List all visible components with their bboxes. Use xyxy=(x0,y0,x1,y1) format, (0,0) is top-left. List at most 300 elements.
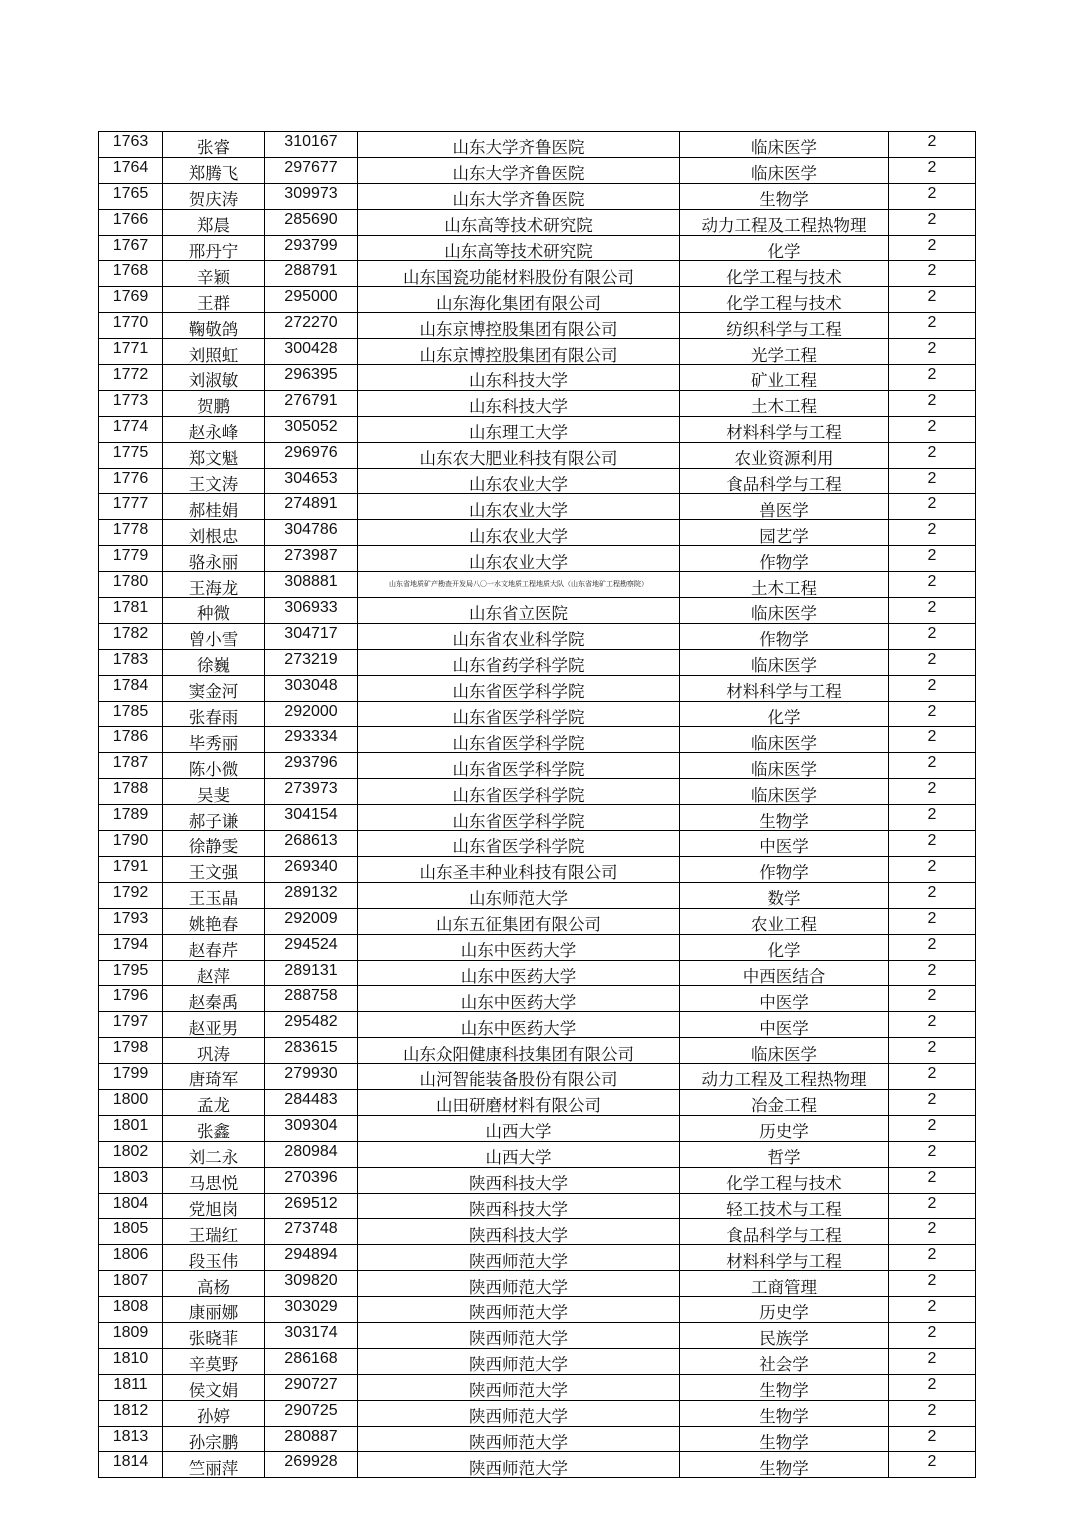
table-row xyxy=(99,1167,976,1193)
name-cell: 骆永丽 xyxy=(163,546,265,572)
seq-cell: 1789 xyxy=(99,805,163,831)
table-row xyxy=(99,1038,976,1064)
grade-cell: 2 xyxy=(889,753,976,779)
id-cell: 303029 xyxy=(265,1297,358,1323)
name-cell: 辛颖 xyxy=(163,261,265,287)
id-cell: 303048 xyxy=(265,675,358,701)
grade-cell: 2 xyxy=(889,1012,976,1038)
name-cell: 毕秀丽 xyxy=(163,727,265,753)
grade-cell: 2 xyxy=(889,1271,976,1297)
seq-cell: 1773 xyxy=(99,390,163,416)
seq-cell: 1782 xyxy=(99,623,163,649)
institution-cell: 山东大学齐鲁医院 xyxy=(358,157,680,183)
discipline-cell: 化学 xyxy=(680,701,889,727)
discipline-cell: 园艺学 xyxy=(680,520,889,546)
grade-cell: 2 xyxy=(889,675,976,701)
discipline-cell: 农业工程 xyxy=(680,908,889,934)
table-row xyxy=(99,442,976,468)
institution-cell: 山东高等技术研究院 xyxy=(358,235,680,261)
grade-cell: 2 xyxy=(889,1193,976,1219)
table-row xyxy=(99,1426,976,1452)
name-cell: 郑腾飞 xyxy=(163,157,265,183)
name-cell: 张春雨 xyxy=(163,701,265,727)
grade-cell: 2 xyxy=(889,1374,976,1400)
grade-cell: 2 xyxy=(889,856,976,882)
table-row xyxy=(99,546,976,572)
discipline-cell: 临床医学 xyxy=(680,753,889,779)
id-cell: 294524 xyxy=(265,934,358,960)
institution-cell: 山河智能装备股份有限公司 xyxy=(358,1064,680,1090)
table-row xyxy=(99,649,976,675)
name-cell: 张晓菲 xyxy=(163,1322,265,1348)
discipline-cell: 纺织科学与工程 xyxy=(680,313,889,339)
institution-cell: 山东圣丰种业科技有限公司 xyxy=(358,856,680,882)
id-cell: 296976 xyxy=(265,442,358,468)
table-row xyxy=(99,313,976,339)
institution-cell: 山东海化集团有限公司 xyxy=(358,287,680,313)
name-cell: 姚艳春 xyxy=(163,908,265,934)
grade-cell: 2 xyxy=(889,546,976,572)
table-row xyxy=(99,1141,976,1167)
discipline-cell: 兽医学 xyxy=(680,494,889,520)
grade-cell: 2 xyxy=(889,1452,976,1478)
discipline-cell: 临床医学 xyxy=(680,598,889,624)
institution-cell: 山西大学 xyxy=(358,1115,680,1141)
seq-cell: 1772 xyxy=(99,365,163,391)
table-row xyxy=(99,209,976,235)
institution-cell: 陕西师范大学 xyxy=(358,1271,680,1297)
seq-cell: 1774 xyxy=(99,416,163,442)
discipline-cell: 轻工技术与工程 xyxy=(680,1193,889,1219)
name-cell: 唐琦军 xyxy=(163,1064,265,1090)
discipline-cell: 历史学 xyxy=(680,1297,889,1323)
grade-cell: 2 xyxy=(889,1400,976,1426)
grade-cell: 2 xyxy=(889,805,976,831)
table-row xyxy=(99,1297,976,1323)
discipline-cell: 临床医学 xyxy=(680,132,889,158)
table-row xyxy=(99,132,976,158)
institution-cell: 山东省药学科学院 xyxy=(358,649,680,675)
seq-cell: 1814 xyxy=(99,1452,163,1478)
institution-cell: 山东农业大学 xyxy=(358,468,680,494)
discipline-cell: 哲学 xyxy=(680,1141,889,1167)
institution-cell: 山东省医学科学院 xyxy=(358,753,680,779)
id-cell: 269512 xyxy=(265,1193,358,1219)
institution-cell: 陕西科技大学 xyxy=(358,1193,680,1219)
table-row xyxy=(99,598,976,624)
seq-cell: 1794 xyxy=(99,934,163,960)
discipline-cell: 数学 xyxy=(680,882,889,908)
id-cell: 304786 xyxy=(265,520,358,546)
discipline-cell: 临床医学 xyxy=(680,1038,889,1064)
name-cell: 王文强 xyxy=(163,856,265,882)
seq-cell: 1797 xyxy=(99,1012,163,1038)
discipline-cell: 化学工程与技术 xyxy=(680,1167,889,1193)
grade-cell: 2 xyxy=(889,313,976,339)
institution-cell: 陕西科技大学 xyxy=(358,1167,680,1193)
table-row xyxy=(99,365,976,391)
institution-cell: 山东省医学科学院 xyxy=(358,805,680,831)
discipline-cell: 临床医学 xyxy=(680,727,889,753)
name-cell: 马思悦 xyxy=(163,1167,265,1193)
grade-cell: 2 xyxy=(889,209,976,235)
discipline-cell: 光学工程 xyxy=(680,339,889,365)
discipline-cell: 食品科学与工程 xyxy=(680,468,889,494)
name-cell: 郝桂娟 xyxy=(163,494,265,520)
table-row xyxy=(99,183,976,209)
institution-cell: 山东科技大学 xyxy=(358,390,680,416)
institution-cell: 山东五征集团有限公司 xyxy=(358,908,680,934)
table-row xyxy=(99,494,976,520)
id-cell: 273987 xyxy=(265,546,358,572)
name-cell: 王瑞红 xyxy=(163,1219,265,1245)
name-cell: 刘照虹 xyxy=(163,339,265,365)
name-cell: 刘二永 xyxy=(163,1141,265,1167)
discipline-cell: 中西医结合 xyxy=(680,960,889,986)
grade-cell: 2 xyxy=(889,908,976,934)
id-cell: 310167 xyxy=(265,132,358,158)
discipline-cell: 中医学 xyxy=(680,986,889,1012)
grade-cell: 2 xyxy=(889,934,976,960)
name-cell: 贺庆涛 xyxy=(163,183,265,209)
id-cell: 290727 xyxy=(265,1374,358,1400)
name-cell: 刘淑敏 xyxy=(163,365,265,391)
institution-cell: 山西大学 xyxy=(358,1141,680,1167)
seq-cell: 1788 xyxy=(99,779,163,805)
table-row xyxy=(99,623,976,649)
id-cell: 304154 xyxy=(265,805,358,831)
seq-cell: 1777 xyxy=(99,494,163,520)
name-cell: 巩涛 xyxy=(163,1038,265,1064)
id-cell: 279930 xyxy=(265,1064,358,1090)
name-cell: 高杨 xyxy=(163,1271,265,1297)
grade-cell: 2 xyxy=(889,287,976,313)
table-row xyxy=(99,960,976,986)
institution-cell: 山东省农业科学院 xyxy=(358,623,680,649)
name-cell: 康丽娜 xyxy=(163,1297,265,1323)
discipline-cell: 生物学 xyxy=(680,1400,889,1426)
table-row xyxy=(99,805,976,831)
seq-cell: 1793 xyxy=(99,908,163,934)
id-cell: 295482 xyxy=(265,1012,358,1038)
table-row xyxy=(99,390,976,416)
name-cell: 郑文魁 xyxy=(163,442,265,468)
institution-cell: 山东科技大学 xyxy=(358,365,680,391)
seq-cell: 1810 xyxy=(99,1348,163,1374)
grade-cell: 2 xyxy=(889,831,976,857)
name-cell: 窦金河 xyxy=(163,675,265,701)
discipline-cell: 作物学 xyxy=(680,856,889,882)
grade-cell: 2 xyxy=(889,1115,976,1141)
seq-cell: 1787 xyxy=(99,753,163,779)
grade-cell: 2 xyxy=(889,468,976,494)
table-row xyxy=(99,1452,976,1478)
name-cell: 赵春芹 xyxy=(163,934,265,960)
id-cell: 288791 xyxy=(265,261,358,287)
grade-cell: 2 xyxy=(889,1348,976,1374)
institution-cell: 山东大学齐鲁医院 xyxy=(358,183,680,209)
seq-cell: 1799 xyxy=(99,1064,163,1090)
seq-cell: 1805 xyxy=(99,1219,163,1245)
id-cell: 280984 xyxy=(265,1141,358,1167)
seq-cell: 1801 xyxy=(99,1115,163,1141)
institution-cell: 山东大学齐鲁医院 xyxy=(358,132,680,158)
institution-cell: 山东师范大学 xyxy=(358,882,680,908)
discipline-cell: 动力工程及工程热物理 xyxy=(680,1064,889,1090)
grade-cell: 2 xyxy=(889,1064,976,1090)
name-cell: 徐静雯 xyxy=(163,831,265,857)
id-cell: 268613 xyxy=(265,831,358,857)
table-row xyxy=(99,701,976,727)
id-cell: 290725 xyxy=(265,1400,358,1426)
name-cell: 贺鹏 xyxy=(163,390,265,416)
institution-cell: 山东农业大学 xyxy=(358,546,680,572)
discipline-cell: 中医学 xyxy=(680,1012,889,1038)
institution-cell: 山东中医药大学 xyxy=(358,934,680,960)
id-cell: 285690 xyxy=(265,209,358,235)
name-cell: 王文涛 xyxy=(163,468,265,494)
discipline-cell: 生物学 xyxy=(680,1452,889,1478)
table-row xyxy=(99,287,976,313)
table-row xyxy=(99,157,976,183)
id-cell: 272270 xyxy=(265,313,358,339)
id-cell: 305052 xyxy=(265,416,358,442)
name-cell: 张鑫 xyxy=(163,1115,265,1141)
funding-list-sheet xyxy=(98,131,975,1478)
table-row xyxy=(99,934,976,960)
table-row xyxy=(99,1245,976,1271)
grade-cell: 2 xyxy=(889,1038,976,1064)
seq-cell: 1812 xyxy=(99,1400,163,1426)
seq-cell: 1764 xyxy=(99,157,163,183)
table-row xyxy=(99,1115,976,1141)
seq-cell: 1800 xyxy=(99,1089,163,1115)
seq-cell: 1796 xyxy=(99,986,163,1012)
seq-cell: 1765 xyxy=(99,183,163,209)
name-cell: 徐巍 xyxy=(163,649,265,675)
seq-cell: 1808 xyxy=(99,1297,163,1323)
grade-cell: 2 xyxy=(889,365,976,391)
discipline-cell: 历史学 xyxy=(680,1115,889,1141)
name-cell: 党旭岗 xyxy=(163,1193,265,1219)
seq-cell: 1804 xyxy=(99,1193,163,1219)
grade-cell: 2 xyxy=(889,779,976,805)
table-row xyxy=(99,261,976,287)
id-cell: 292000 xyxy=(265,701,358,727)
id-cell: 270396 xyxy=(265,1167,358,1193)
id-cell: 289132 xyxy=(265,882,358,908)
discipline-cell: 材料科学与工程 xyxy=(680,1245,889,1271)
id-cell: 309820 xyxy=(265,1271,358,1297)
discipline-cell: 化学 xyxy=(680,235,889,261)
name-cell: 辛莫野 xyxy=(163,1348,265,1374)
institution-cell: 陕西师范大学 xyxy=(358,1245,680,1271)
table-row xyxy=(99,1400,976,1426)
seq-cell: 1781 xyxy=(99,598,163,624)
discipline-cell: 生物学 xyxy=(680,1374,889,1400)
id-cell: 292009 xyxy=(265,908,358,934)
table-row xyxy=(99,416,976,442)
discipline-cell: 动力工程及工程热物理 xyxy=(680,209,889,235)
name-cell: 段玉伟 xyxy=(163,1245,265,1271)
discipline-cell: 土木工程 xyxy=(680,572,889,598)
id-cell: 273219 xyxy=(265,649,358,675)
institution-cell: 山东京博控股集团有限公司 xyxy=(358,313,680,339)
table-row xyxy=(99,1064,976,1090)
seq-cell: 1768 xyxy=(99,261,163,287)
table-row xyxy=(99,1271,976,1297)
grade-cell: 2 xyxy=(889,960,976,986)
institution-cell: 山东中医药大学 xyxy=(358,986,680,1012)
name-cell: 吴斐 xyxy=(163,779,265,805)
seq-cell: 1792 xyxy=(99,882,163,908)
seq-cell: 1795 xyxy=(99,960,163,986)
institution-cell: 山东省医学科学院 xyxy=(358,727,680,753)
table-row xyxy=(99,727,976,753)
institution-cell: 陕西师范大学 xyxy=(358,1348,680,1374)
discipline-cell: 材料科学与工程 xyxy=(680,416,889,442)
discipline-cell: 冶金工程 xyxy=(680,1089,889,1115)
seq-cell: 1785 xyxy=(99,701,163,727)
table-row xyxy=(99,1089,976,1115)
discipline-cell: 材料科学与工程 xyxy=(680,675,889,701)
institution-cell: 山东省地质矿产勘查开发局八〇一水文地质工程地质大队（山东省地矿工程勘察院） xyxy=(358,572,680,598)
grade-cell: 2 xyxy=(889,339,976,365)
discipline-cell: 中医学 xyxy=(680,831,889,857)
id-cell: 304717 xyxy=(265,623,358,649)
institution-cell: 山东省医学科学院 xyxy=(358,779,680,805)
id-cell: 296395 xyxy=(265,365,358,391)
discipline-cell: 化学 xyxy=(680,934,889,960)
seq-cell: 1766 xyxy=(99,209,163,235)
id-cell: 280887 xyxy=(265,1426,358,1452)
institution-cell: 山东国瓷功能材料股份有限公司 xyxy=(358,261,680,287)
name-cell: 张睿 xyxy=(163,132,265,158)
seq-cell: 1783 xyxy=(99,649,163,675)
grade-cell: 2 xyxy=(889,1089,976,1115)
grade-cell: 2 xyxy=(889,1219,976,1245)
institution-cell: 山东省医学科学院 xyxy=(358,701,680,727)
id-cell: 283615 xyxy=(265,1038,358,1064)
name-cell: 孙宗鹏 xyxy=(163,1426,265,1452)
table-row xyxy=(99,1322,976,1348)
id-cell: 273748 xyxy=(265,1219,358,1245)
seq-cell: 1811 xyxy=(99,1374,163,1400)
discipline-cell: 作物学 xyxy=(680,623,889,649)
institution-cell: 山东农业大学 xyxy=(358,494,680,520)
discipline-cell: 社会学 xyxy=(680,1348,889,1374)
id-cell: 295000 xyxy=(265,287,358,313)
grade-cell: 2 xyxy=(889,1245,976,1271)
funding-list-table xyxy=(98,131,976,1478)
institution-cell: 山田研磨材料有限公司 xyxy=(358,1089,680,1115)
grade-cell: 2 xyxy=(889,572,976,598)
seq-cell: 1791 xyxy=(99,856,163,882)
table-row xyxy=(99,856,976,882)
table-row xyxy=(99,753,976,779)
name-cell: 竺丽萍 xyxy=(163,1452,265,1478)
grade-cell: 2 xyxy=(889,701,976,727)
discipline-cell: 农业资源利用 xyxy=(680,442,889,468)
institution-cell: 陕西师范大学 xyxy=(358,1426,680,1452)
discipline-cell: 生物学 xyxy=(680,183,889,209)
grade-cell: 2 xyxy=(889,598,976,624)
institution-cell: 陕西师范大学 xyxy=(358,1297,680,1323)
name-cell: 鞠敬鸽 xyxy=(163,313,265,339)
grade-cell: 2 xyxy=(889,1322,976,1348)
institution-cell: 山东中医药大学 xyxy=(358,1012,680,1038)
table-row xyxy=(99,520,976,546)
table-row xyxy=(99,1193,976,1219)
seq-cell: 1807 xyxy=(99,1271,163,1297)
id-cell: 269340 xyxy=(265,856,358,882)
seq-cell: 1770 xyxy=(99,313,163,339)
table-row xyxy=(99,572,976,598)
grade-cell: 2 xyxy=(889,390,976,416)
id-cell: 300428 xyxy=(265,339,358,365)
id-cell: 297677 xyxy=(265,157,358,183)
institution-cell: 山东农大肥业科技有限公司 xyxy=(358,442,680,468)
institution-cell: 山东高等技术研究院 xyxy=(358,209,680,235)
seq-cell: 1790 xyxy=(99,831,163,857)
discipline-cell: 生物学 xyxy=(680,805,889,831)
name-cell: 王海龙 xyxy=(163,572,265,598)
id-cell: 293796 xyxy=(265,753,358,779)
name-cell: 王群 xyxy=(163,287,265,313)
name-cell: 邢丹宁 xyxy=(163,235,265,261)
grade-cell: 2 xyxy=(889,132,976,158)
institution-cell: 山东省立医院 xyxy=(358,598,680,624)
discipline-cell: 生物学 xyxy=(680,1426,889,1452)
institution-cell: 山东省医学科学院 xyxy=(358,675,680,701)
id-cell: 274891 xyxy=(265,494,358,520)
discipline-cell: 化学工程与技术 xyxy=(680,287,889,313)
name-cell: 曾小雪 xyxy=(163,623,265,649)
id-cell: 269928 xyxy=(265,1452,358,1478)
discipline-cell: 土木工程 xyxy=(680,390,889,416)
discipline-cell: 化学工程与技术 xyxy=(680,261,889,287)
name-cell: 赵亚男 xyxy=(163,1012,265,1038)
seq-cell: 1798 xyxy=(99,1038,163,1064)
seq-cell: 1775 xyxy=(99,442,163,468)
table-row xyxy=(99,339,976,365)
seq-cell: 1776 xyxy=(99,468,163,494)
discipline-cell: 矿业工程 xyxy=(680,365,889,391)
discipline-cell: 作物学 xyxy=(680,546,889,572)
id-cell: 273973 xyxy=(265,779,358,805)
name-cell: 刘根忠 xyxy=(163,520,265,546)
id-cell: 293799 xyxy=(265,235,358,261)
seq-cell: 1780 xyxy=(99,572,163,598)
seq-cell: 1786 xyxy=(99,727,163,753)
discipline-cell: 工商管理 xyxy=(680,1271,889,1297)
institution-cell: 山东众阳健康科技集团有限公司 xyxy=(358,1038,680,1064)
institution-cell: 山东农业大学 xyxy=(358,520,680,546)
name-cell: 赵秦禹 xyxy=(163,986,265,1012)
name-cell: 孙婷 xyxy=(163,1400,265,1426)
grade-cell: 2 xyxy=(889,649,976,675)
table-row xyxy=(99,1374,976,1400)
seq-cell: 1802 xyxy=(99,1141,163,1167)
grade-cell: 2 xyxy=(889,1167,976,1193)
institution-cell: 陕西师范大学 xyxy=(358,1400,680,1426)
id-cell: 309973 xyxy=(265,183,358,209)
grade-cell: 2 xyxy=(889,235,976,261)
id-cell: 286168 xyxy=(265,1348,358,1374)
id-cell: 276791 xyxy=(265,390,358,416)
name-cell: 赵永峰 xyxy=(163,416,265,442)
name-cell: 陈小微 xyxy=(163,753,265,779)
